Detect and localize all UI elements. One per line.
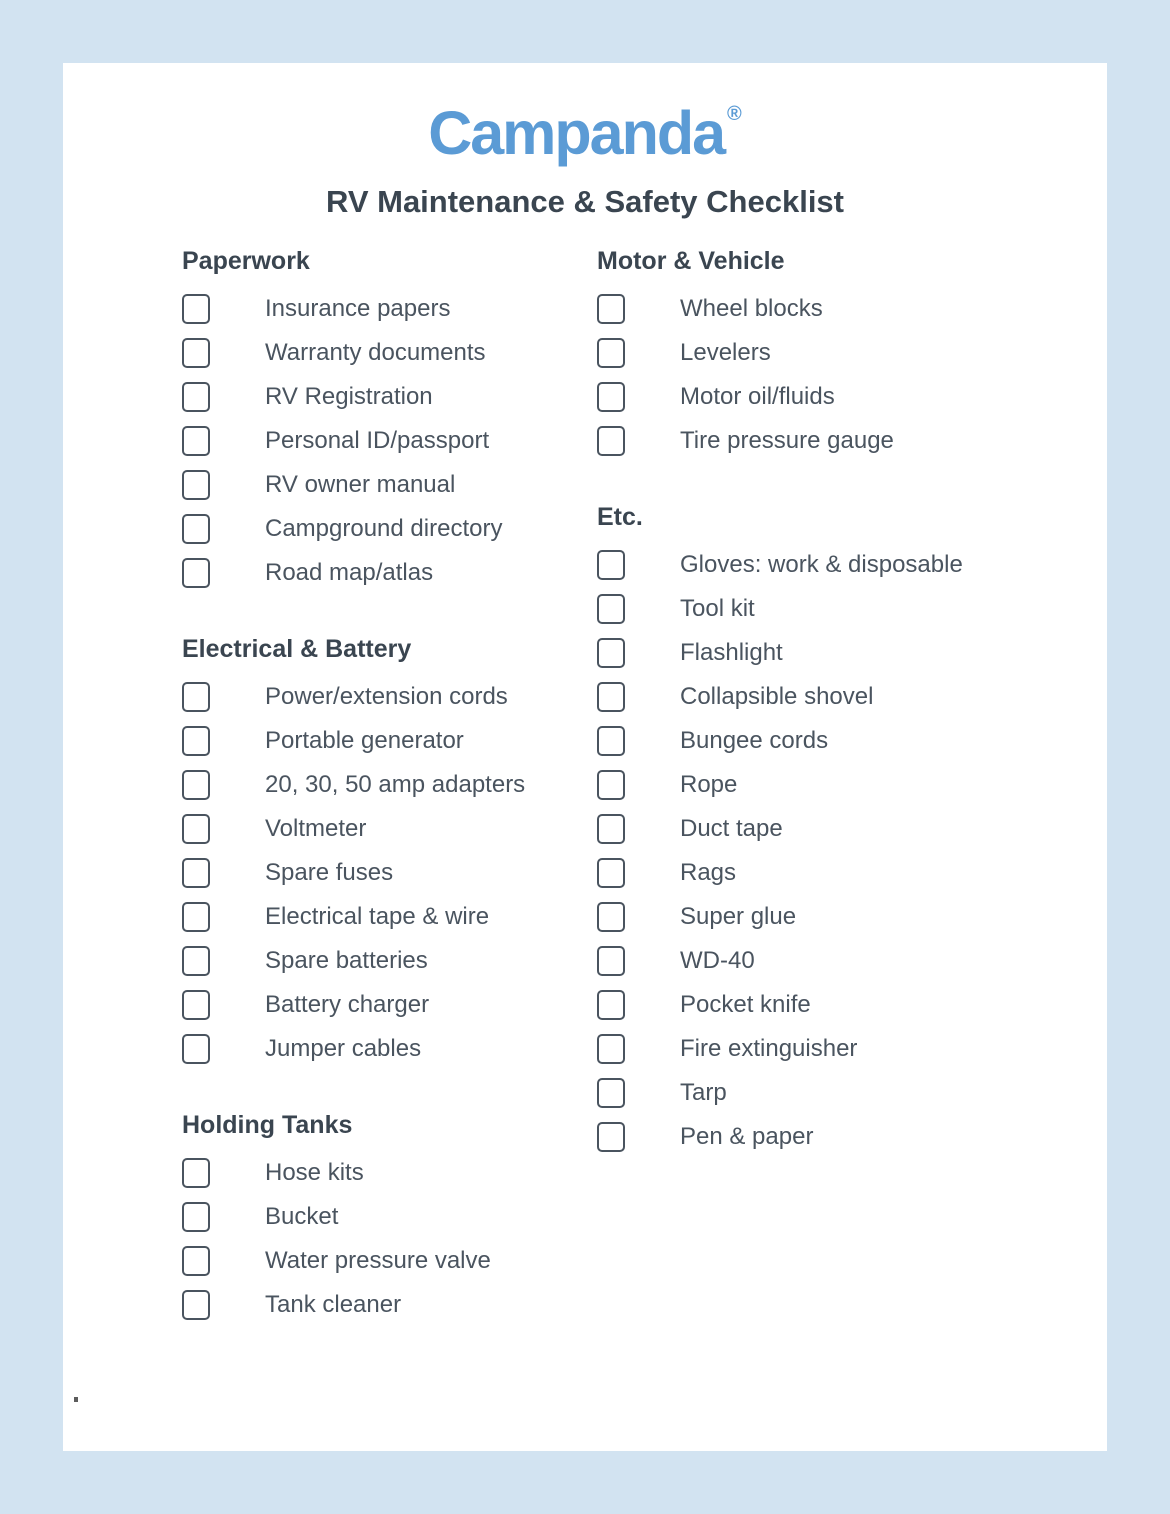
checklist-item-label: Campground directory: [265, 515, 503, 542]
checkbox[interactable]: [182, 726, 210, 756]
checklist-item-label: Warranty documents: [265, 339, 486, 366]
checklist-item-label: Flashlight: [680, 639, 783, 666]
checklist-row: [597, 939, 1077, 983]
checklist-row: [182, 851, 597, 895]
checklist-row: [182, 551, 597, 595]
checkbox[interactable]: [597, 294, 625, 324]
checkbox[interactable]: [182, 682, 210, 712]
checklist-row: [597, 543, 1077, 587]
section-heading: Motor & Vehicle: [597, 247, 785, 275]
section-heading: Etc.: [597, 503, 643, 531]
right-column: [597, 245, 1077, 1327]
checklist-row: [182, 719, 597, 763]
checklist-row: [182, 1239, 597, 1283]
checklist-row: [597, 331, 1077, 375]
checklist-item-label: Insurance papers: [265, 295, 451, 322]
section: [182, 245, 597, 595]
checkbox[interactable]: [597, 902, 625, 932]
checkbox[interactable]: [182, 1034, 210, 1064]
checklist-row: [597, 631, 1077, 675]
checklist-row: [182, 331, 597, 375]
checkbox[interactable]: [182, 426, 210, 456]
section: [182, 633, 597, 1071]
checklist-item-label: Rope: [680, 771, 738, 798]
left-column: [182, 245, 597, 1327]
checkbox[interactable]: [597, 338, 625, 368]
checklist-item-label: Collapsible shovel: [680, 683, 874, 710]
registered-trademark-icon: ®: [727, 103, 742, 125]
checklist-item-label: Hose kits: [265, 1159, 364, 1186]
checklist-page: [63, 63, 1107, 1451]
section-heading: Holding Tanks: [182, 1111, 353, 1139]
checkbox[interactable]: [182, 1290, 210, 1320]
header: [63, 63, 1107, 220]
checklist-row: [182, 983, 597, 1027]
checkbox[interactable]: [182, 338, 210, 368]
checklist-row: [182, 1283, 597, 1327]
checklist-item-label: Road map/atlas: [265, 559, 434, 586]
checklist-item-label: Tire pressure gauge: [680, 427, 894, 454]
checklist-item-label: Tank cleaner: [265, 1291, 402, 1318]
checklist-item-label: Rags: [680, 859, 737, 886]
checklist-item-label: Gloves: work & disposable: [680, 551, 963, 578]
checklist-item-label: Fire extinguisher: [680, 1035, 858, 1062]
checklist-row: [597, 807, 1077, 851]
checkbox[interactable]: [597, 946, 625, 976]
checkbox[interactable]: [597, 550, 625, 580]
checklist-row: [182, 419, 597, 463]
checkbox[interactable]: [597, 858, 625, 888]
checklist-row: [182, 895, 597, 939]
checkbox[interactable]: [182, 514, 210, 544]
checklist-item-label: Personal ID/passport: [265, 427, 490, 454]
checkbox[interactable]: [182, 770, 210, 800]
checkbox[interactable]: [597, 726, 625, 756]
checklist-row: [182, 463, 597, 507]
checklist-row: [597, 719, 1077, 763]
checklist-row: [597, 763, 1077, 807]
section: [597, 501, 1077, 1159]
checklist-item-label: Super glue: [680, 903, 797, 930]
checklist-item-label: Levelers: [680, 339, 771, 366]
checklist-row: [182, 1151, 597, 1195]
checkbox[interactable]: [182, 814, 210, 844]
checklist-item-label: Tool kit: [680, 595, 755, 622]
checkbox[interactable]: [182, 902, 210, 932]
checklist-row: [597, 587, 1077, 631]
campanda-logo: [63, 99, 1107, 167]
checklist-row: [597, 1071, 1077, 1115]
checkbox[interactable]: [182, 1202, 210, 1232]
checklist-row: [182, 939, 597, 983]
checklist-item-label: Pocket knife: [680, 991, 811, 1018]
section-heading: Electrical & Battery: [182, 635, 412, 663]
checklist-row: [182, 507, 597, 551]
checklist-item-label: Pen & paper: [680, 1123, 814, 1150]
checklist-item-label: Voltmeter: [265, 815, 367, 842]
checklist-item-label: Motor oil/fluids: [680, 383, 835, 410]
checklist-row: [597, 1115, 1077, 1159]
checkbox[interactable]: [597, 770, 625, 800]
stray-mark: [74, 1397, 78, 1402]
checkbox[interactable]: [597, 382, 625, 412]
checkbox[interactable]: [182, 294, 210, 324]
checklist-row: [182, 1027, 597, 1071]
checklist-item-label: WD-40: [680, 947, 755, 974]
checkbox[interactable]: [597, 1034, 625, 1064]
checklist-row: [597, 983, 1077, 1027]
checklist-row: [182, 375, 597, 419]
checklist-row: [597, 375, 1077, 419]
checkbox[interactable]: [597, 1078, 625, 1108]
checklist-item-label: Electrical tape & wire: [265, 903, 490, 930]
page-title: RV Maintenance & Safety Checklist: [326, 184, 844, 219]
checkbox[interactable]: [182, 990, 210, 1020]
checklist-item-label: Power/extension cords: [265, 683, 508, 710]
checkbox[interactable]: [182, 382, 210, 412]
checklist-row: [597, 675, 1077, 719]
checklist-columns: [63, 245, 1107, 1327]
checklist-item-label: Spare batteries: [265, 947, 428, 974]
section: [597, 245, 1077, 463]
checklist-item-label: Bungee cords: [680, 727, 829, 754]
checklist-row: [182, 675, 597, 719]
checklist-row: [597, 419, 1077, 463]
checklist-item-label: Bucket: [265, 1203, 339, 1230]
checklist-row: [597, 851, 1077, 895]
checklist-item-label: Wheel blocks: [680, 295, 823, 322]
checkbox[interactable]: [597, 814, 625, 844]
checkbox[interactable]: [597, 594, 625, 624]
checklist-row: [182, 287, 597, 331]
checklist-row: [597, 895, 1077, 939]
checklist-item-label: Battery charger: [265, 991, 430, 1018]
checkbox[interactable]: [597, 990, 625, 1020]
checklist-row: [597, 287, 1077, 331]
checkbox[interactable]: [597, 1122, 625, 1152]
checkbox[interactable]: [597, 426, 625, 456]
checklist-item-label: Tarp: [680, 1079, 727, 1106]
checklist-item-label: RV Registration: [265, 383, 433, 410]
checkbox[interactable]: [182, 858, 210, 888]
checklist-row: [182, 807, 597, 851]
checklist-row: [597, 1027, 1077, 1071]
checklist-item-label: RV owner manual: [265, 471, 456, 498]
checkbox[interactable]: [182, 1246, 210, 1276]
checklist-item-label: Spare fuses: [265, 859, 394, 886]
checklist-item-label: 20, 30, 50 amp adapters: [265, 771, 526, 798]
section-heading: Paperwork: [182, 247, 310, 275]
checkbox[interactable]: [182, 470, 210, 500]
checkbox[interactable]: [597, 638, 625, 668]
checkbox[interactable]: [182, 558, 210, 588]
checklist-item-label: Portable generator: [265, 727, 464, 754]
checklist-item-label: Water pressure valve: [265, 1247, 491, 1274]
checklist-row: [182, 763, 597, 807]
checkbox[interactable]: [597, 682, 625, 712]
checkbox[interactable]: [182, 1158, 210, 1188]
checklist-item-label: Jumper cables: [265, 1035, 422, 1062]
logo-text: Campanda: [428, 99, 725, 167]
section: [182, 1109, 597, 1327]
checklist-row: [182, 1195, 597, 1239]
checklist-item-label: Duct tape: [680, 815, 783, 842]
checkbox[interactable]: [182, 946, 210, 976]
